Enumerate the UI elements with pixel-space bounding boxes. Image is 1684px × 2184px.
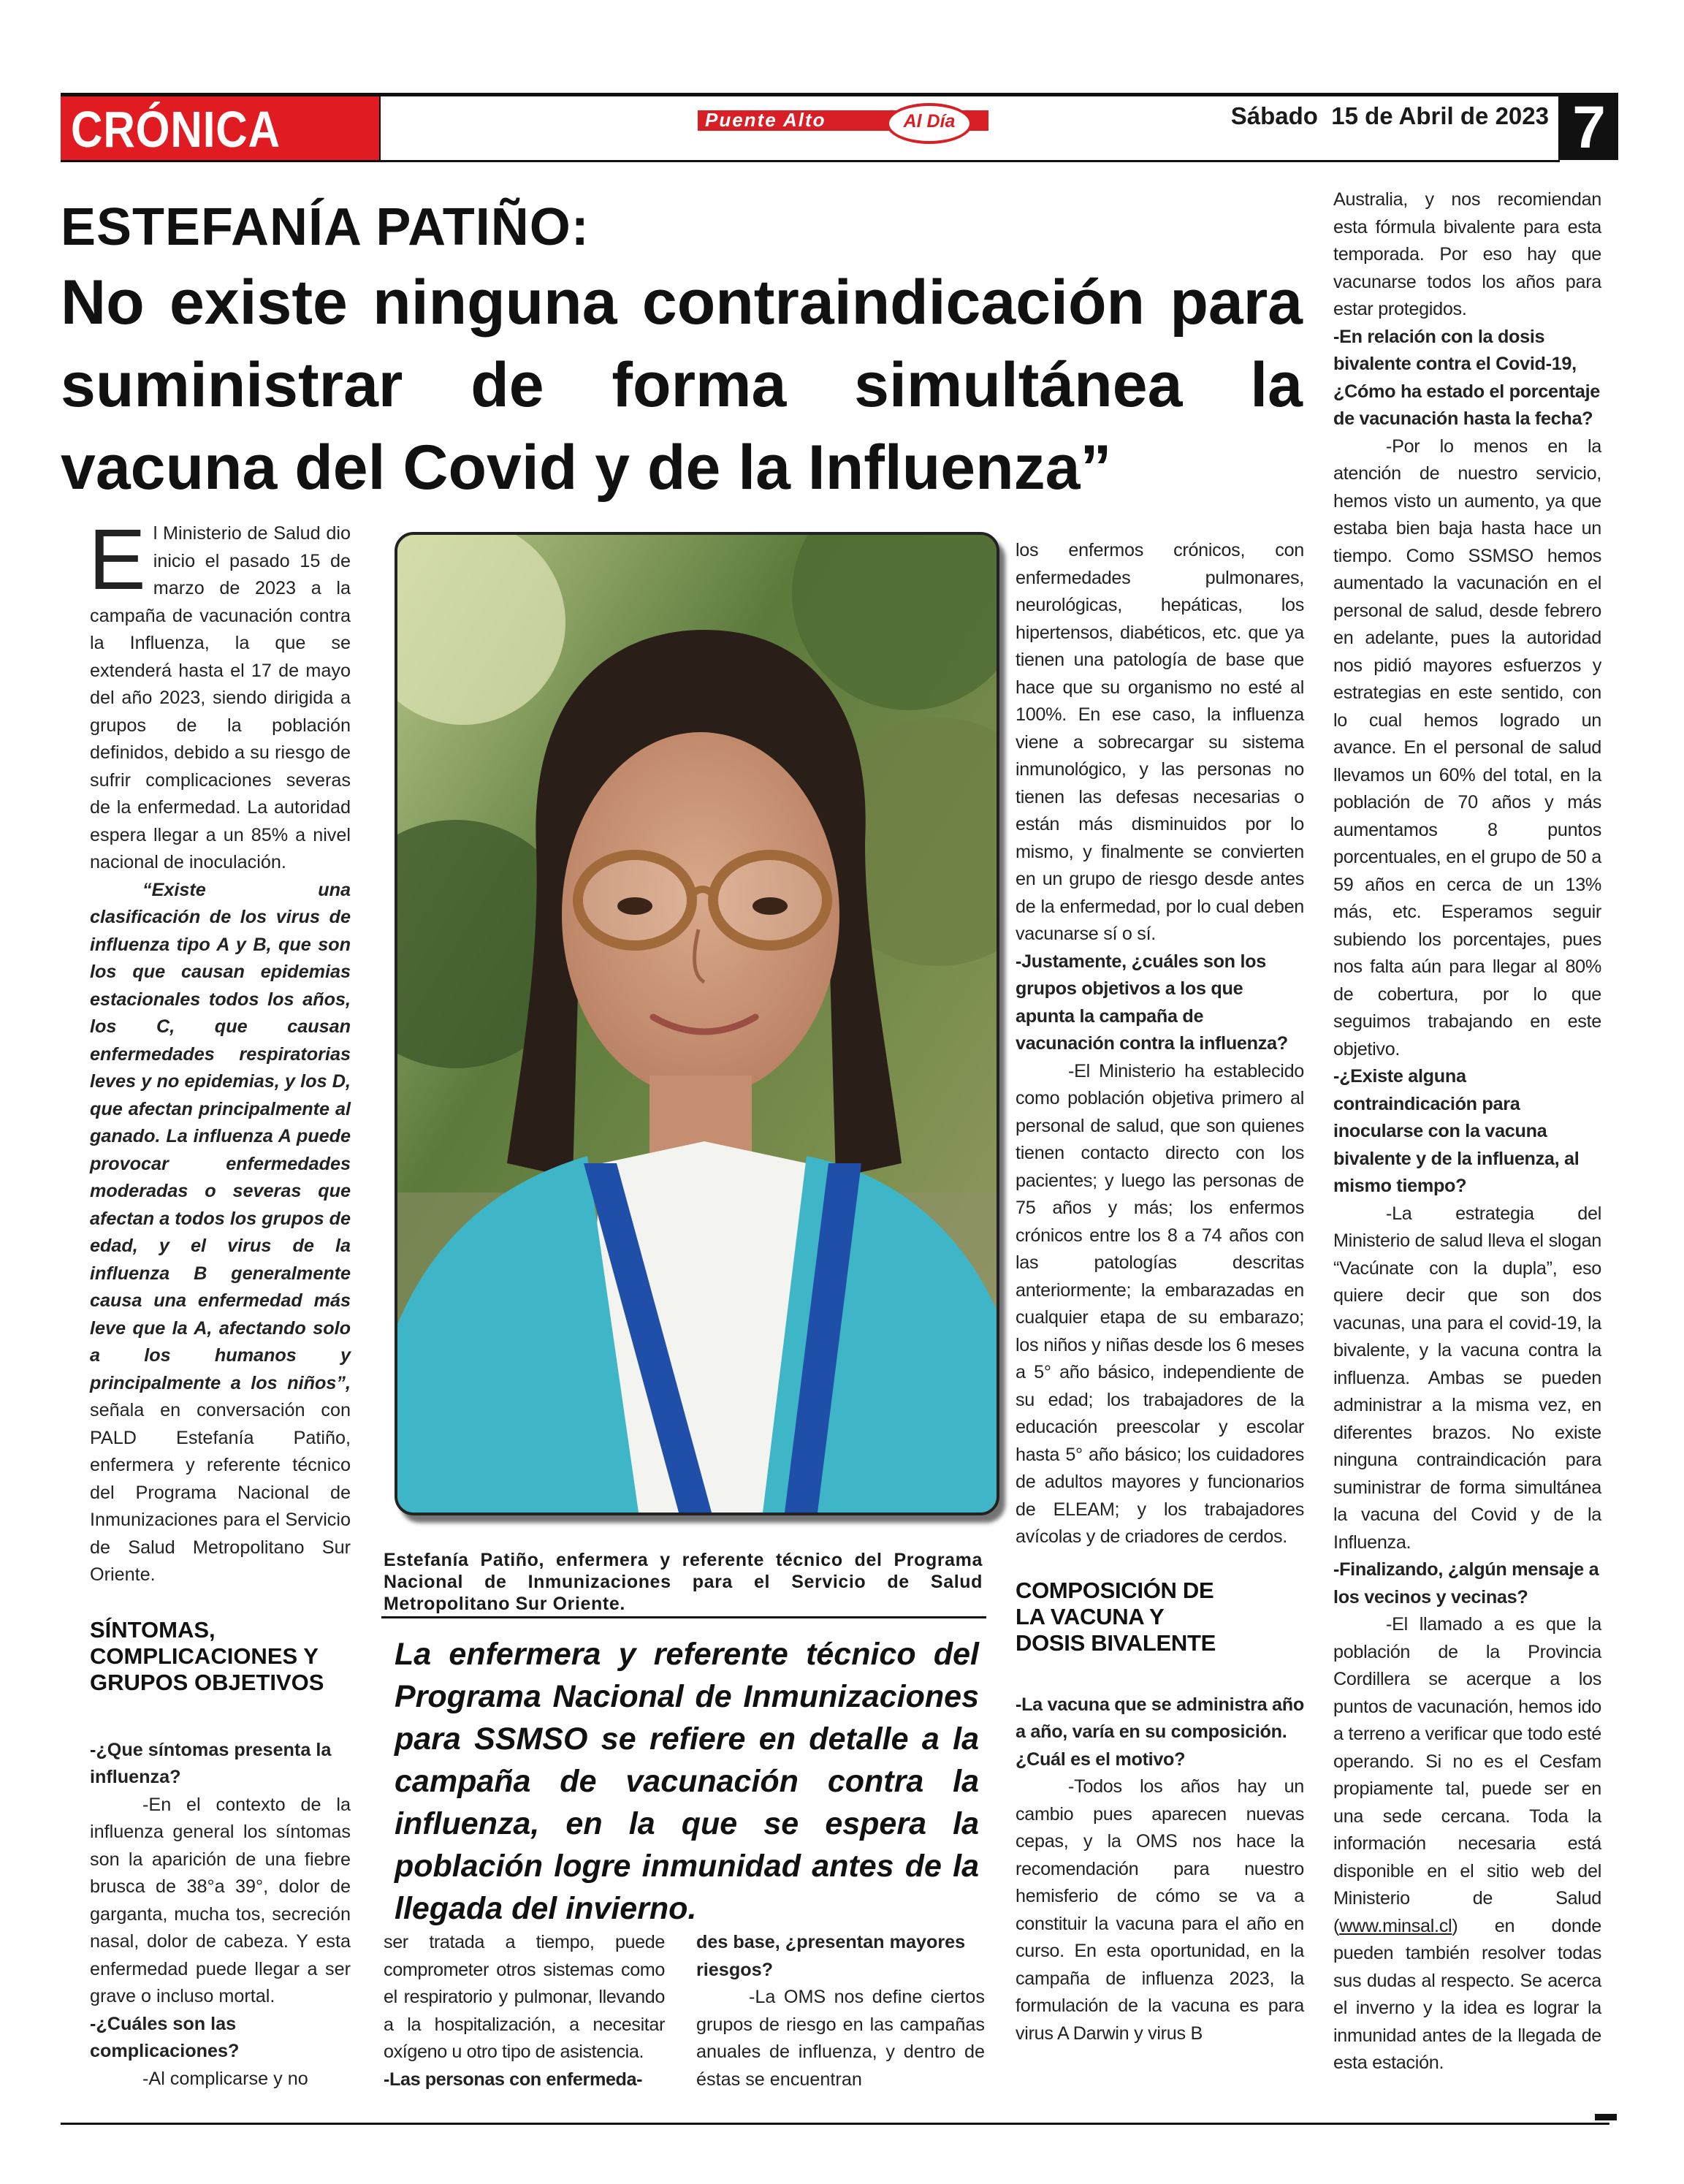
article-kicker: ESTEFANÍA PATIÑO:	[61, 198, 590, 256]
question: -Finalizando, ¿algún mensaje a los vecinos y vecinas?	[1333, 1559, 1599, 1607]
quote-attribution: señala en conversación con PALD Estefanía Patiño, enfermera y referente técnico del Programa Nacional de Inmunizaciones para el Servicio de Salud Metropolitano Sur Oriente.	[90, 1400, 351, 1585]
answer: -La estrategia del Ministerio de salud lleva el slogan “Vacúnate con la dupla”, eso quiere decir que son dos vacunas, una para el covid-19, la bivalente, y la vacuna contra la influenza. Ambas se pueden administrar a la misma vez, en diferentes brazos. No existe ninguna contraindicación para suministrar de forma simultánea la vacuna del Covid y de la Influenza.	[1333, 1203, 1601, 1553]
answer-text: -El llamado a es que la población de la Provincia Cordillera se acerque a los puntos de vacunación, hemos ido a terreno a verificar que todo esté operando. Si no es el Cesfam propiamente tal, puede ser en una sede cercana. Toda la información necesaria está disponible en el sitio web del Ministerio de Salud (	[1333, 1614, 1601, 1936]
logo-wordmark: Puente Alto	[705, 109, 826, 131]
question: -Justamente, ¿cuáles son los grupos objetivos a los que apunta la campaña de vacunación contra la influenza?	[1016, 951, 1288, 1054]
pull-quote: La enfermera y referente técnico del Programa Nacional de Inmunizaciones para SSMSO se refiere en detalle a la campaña de vacunación contra la influenza, en la que se espera la población logre inmunidad antes de la llegada del invierno.	[395, 1637, 979, 1926]
photo-caption: Estefanía Patiño, enfermera y referente técnico del Programa Nacional de Inmunizaciones para el Servicio de Salud Metropolitano Sur Oriente.	[384, 1550, 983, 1614]
column-4	[1016, 537, 1304, 2047]
question-continued: des base, ¿presentan mayores riesgos?	[696, 1932, 966, 1980]
expert-quote: “Existe una clasificación de los virus de influenza tipo A y B, que son los que causan epidemias estacionales todos los años, los C, que causan enfermedades respiratorias leves y no epidemias, y los D, que afectan principalmente al ganado. La influenza A puede provocar enfermedades moderadas o severas que afectan a todos los grupos de edad, y el virus de la influenza B generalmente causa una enfermedad más leve que la A, afectando solo a los humanos y principalmente a los niños”,	[90, 879, 351, 1393]
subheading-symptoms: SÍNTOMAS, COMPLICACIONES Y GRUPOS OBJETIVOS	[90, 1616, 324, 1695]
column-5	[1333, 186, 1601, 2077]
answer-continued: Australia, y nos recomiendan esta fórmula bivalente para esta temporada. Por eso hay que vacunarse todos los años para estar protegidos.	[1333, 189, 1601, 319]
answer: -La OMS nos define ciertos grupos de riesgo en las campañas anuales de influenza, y dentro de éstas se encuentran	[696, 1987, 985, 2090]
article-headline: No existe ninguna contraindicación para suministrar de forma simultánea la vacuna del Covid y de la Influenza”	[61, 267, 1303, 503]
answer: -El Ministerio ha establecido como población objetiva primero al personal de salud, que son quienes tienen contacto directo con los pacientes; y luego las personas de 75 años y más; los enfermos crónicos entre los 8 a 74 años con las patologías descritas anteriormente; la embarazadas en cualquier etapa de su embarazo; los niños y niñas desde los 6 meses a 5° año básico, independiente de su edad; los trabajadores de la educación preescolar y escolar hasta 5° año básico; los cuidadores de adultos mayores y funcionarios de ELEAM; y los trabajadores avícolas y de criadores de cerdos.	[1016, 1060, 1304, 1547]
question: -¿Que síntomas presenta la influenza?	[90, 1739, 332, 1787]
answer: -Por lo menos en la atención de nuestro servicio, hemos visto un aumento, ya que estaba bien baja hasta hace un tiempo. Como SSMSO hemos aumentado la vacunación en el personal de salud, desde febrero en adelante, pues la autoridad nos pidió mayores esfuerzos y estrategias en este sentido, con lo cual hemos logrado un avance. En el personal de salud llevamos un 60% del total, en la población de 70 años y más aumentamos 8 puntos porcentuales, en el grupo de 50 a 59 años en cerca de un 13% más, etc. Esperamos seguir subiendo los porcentajes, pues nos falta aún para llegar al 80% de cobertura, por lo que seguimos trabajando en este objetivo.	[1333, 435, 1601, 1059]
answer: -En el contexto de la influenza general los síntomas son la aparición de una fiebre brusca de 38°a 39°, dolor de garganta, mucha tos, secreción nasal, dolor de cabeza. Y esta enfermedad puede llegar a ser grave o incluso mortal.	[90, 1794, 351, 2006]
end-mark	[1595, 2114, 1617, 2120]
question: -La vacuna que se administra año a año, varía en su composición. ¿Cuál es el motivo?	[1016, 1694, 1304, 1770]
logo-badge: Al Día	[903, 111, 956, 132]
answer	[1333, 1611, 1601, 2077]
intro-paragraph: l Ministerio de Salud dio inicio el pasado 15 de marzo de 2023 a la campaña de vacunación contra la Influenza, la que se extenderá hasta el 17 de mayo del año 2023, siendo dirigida a grupos de la población definidos, debido a su riesgo de sufrir complicaciones severas de la enfermedad. La autoridad espera llegar a un 85% a nivel nacional de inoculación.	[90, 523, 351, 872]
header-divider	[379, 96, 381, 160]
question: -¿Existe alguna contraindicación para inocularse con la vacuna bivalente y de la influenza, al mismo tiempo?	[1333, 1066, 1580, 1196]
section-label: CRÓNICA	[71, 101, 281, 158]
footer-rule	[61, 2123, 1609, 2125]
answer: -Al complicarse y no	[142, 2068, 308, 2089]
question: -¿Cuáles son las complicaciones?	[90, 2013, 240, 2061]
portrait-photo	[395, 532, 999, 1515]
portrait-illustration	[397, 535, 997, 1513]
page-number: 7	[1572, 94, 1606, 161]
newspaper-logo	[698, 104, 1001, 142]
drop-cap: E	[88, 511, 146, 608]
answer-continued: los enfermos crónicos, con enfermedades pulmonares, neurológicas, hepáticas, los hipertensos, diabéticos, etc. que ya tienen una patología de base que hace que su organismo no esté al 100%. En ese caso, la influenza viene a sobrecargar su sistema inmunológico, y las personas no tienen las defesas necesarias o están más disminuidos por lo mismo, y finalmente se convierten en un grupo de riesgo desde antes de la enfermedad, por lo cual deben vacunarse sí o sí.	[1016, 540, 1304, 944]
subheading-composition: COMPOSICIÓN DE LA VACUNA Y DOSIS BIVALENTE	[1016, 1577, 1216, 1656]
question: -En relación con la dosis bivalente contra el Covid-19, ¿Cómo ha estado el porcentaje de vacunación hasta la fecha?	[1333, 326, 1600, 429]
answer-text: ) en donde pueden también resolver todas sus dudas al respecto. Se acerca el inverno y la idea es lograr la inmunidad antes de la llegada de esta estación.	[1333, 1915, 1601, 2073]
header-rule-bottom	[61, 160, 1560, 162]
minsal-link[interactable]: www.minsal.cl	[1339, 1915, 1452, 1936]
answer: -Todos los años hay un cambio pues aparecen nuevas cepas, y la OMS nos hace la recomendación para nuestro hemisferio de cómo se va a constituir la vacuna para el año en curso. En esta oportunidad, en la campaña de influenza 2023, la formulación de la vacuna es para virus A Darwin y virus B	[1016, 1776, 1304, 2044]
column-1	[88, 511, 351, 2093]
column-2-bottom	[384, 1929, 665, 2093]
question: -Las personas con enfermeda-	[384, 2069, 643, 2090]
column-3-bottom	[696, 1929, 985, 2093]
caption-rule	[381, 1616, 986, 1618]
answer-continued: ser tratada a tiempo, puede comprometer otros sistemas como el respiratorio y pulmonar, llevando a la hospitalización, a necesitar oxígeno u otro tipo de asistencia.	[384, 1932, 665, 2062]
issue-date: Sábado 15 de Abril de 2023	[1230, 102, 1549, 129]
